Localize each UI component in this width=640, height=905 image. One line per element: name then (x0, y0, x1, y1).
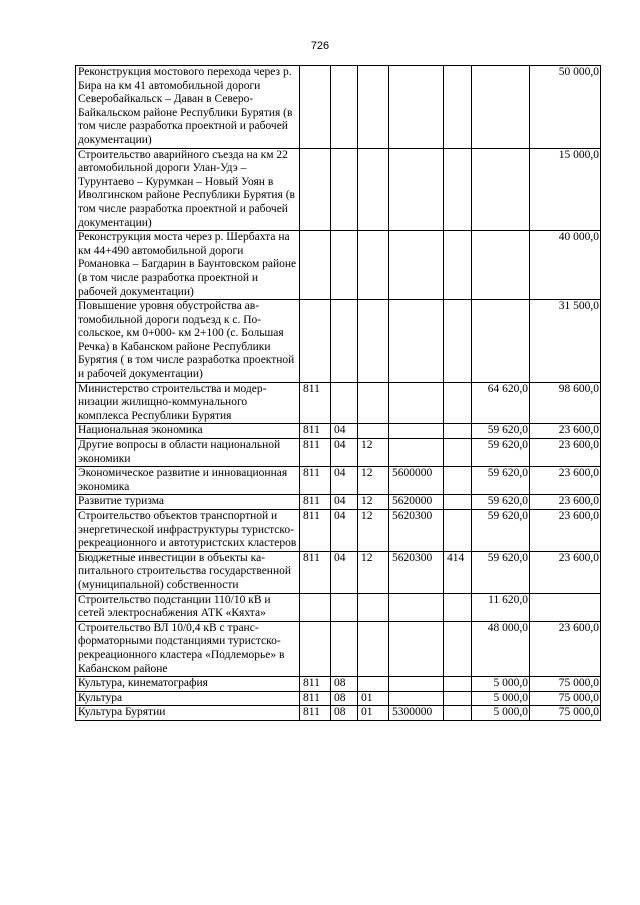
table-row (76, 510, 601, 552)
row-pr (358, 300, 389, 383)
budget-table (75, 65, 601, 721)
table-row (76, 148, 601, 231)
row-sum-1: 59 620,0 (472, 510, 530, 552)
row-ved: 811 (300, 495, 331, 510)
row-pr (358, 593, 389, 621)
row-sum-1: 64 620,0 (472, 382, 530, 424)
table-row (76, 231, 601, 300)
table-row (76, 706, 601, 721)
row-ved (300, 148, 331, 231)
row-name: Реконструкция моста через р. Шербахта на км 44+490 автомобильной дороги Романовка – Багдарин в Баунтовском районе (в том числе разработка проектной и рабочей документации) (76, 231, 300, 300)
row-ved (300, 300, 331, 383)
row-name: Национальная экономика (76, 424, 300, 439)
row-sum-2: 23 600,0 (530, 551, 601, 593)
row-pr (358, 424, 389, 439)
row-rz: 04 (331, 424, 358, 439)
row-vr (444, 424, 472, 439)
row-ved: 811 (300, 467, 331, 495)
row-pr: 12 (358, 551, 389, 593)
row-cs (389, 300, 444, 383)
table-row (76, 300, 601, 383)
row-vr (444, 300, 472, 383)
row-sum-2: 23 600,0 (530, 510, 601, 552)
row-ved: 811 (300, 677, 331, 692)
row-name: Культура, кинематография (76, 677, 300, 692)
row-vr (444, 510, 472, 552)
row-pr: 12 (358, 510, 389, 552)
row-pr: 12 (358, 467, 389, 495)
row-rz: 08 (331, 677, 358, 692)
row-ved: 811 (300, 424, 331, 439)
row-ved (300, 66, 331, 149)
row-vr (444, 439, 472, 467)
budget-table-body (76, 66, 601, 721)
row-sum-1: 59 620,0 (472, 439, 530, 467)
row-sum-2: 40 000,0 (530, 231, 601, 300)
row-cs (389, 677, 444, 692)
row-vr (444, 148, 472, 231)
table-row (76, 691, 601, 706)
row-rz (331, 231, 358, 300)
row-vr (444, 467, 472, 495)
row-vr (444, 231, 472, 300)
row-pr: 01 (358, 691, 389, 706)
row-sum-2: 75 000,0 (530, 677, 601, 692)
row-pr (358, 621, 389, 676)
row-sum-2: 15 000,0 (530, 148, 601, 231)
table-row (76, 382, 601, 424)
row-rz (331, 148, 358, 231)
row-rz: 04 (331, 551, 358, 593)
row-sum-2: 23 600,0 (530, 495, 601, 510)
row-ved: 811 (300, 382, 331, 424)
row-cs: 5300000 (389, 706, 444, 721)
row-rz (331, 66, 358, 149)
table-row (76, 66, 601, 149)
row-vr (444, 495, 472, 510)
row-rz (331, 382, 358, 424)
row-sum-2 (530, 593, 601, 621)
row-ved: 811 (300, 510, 331, 552)
row-sum-2: 23 600,0 (530, 467, 601, 495)
row-rz: 08 (331, 691, 358, 706)
row-rz (331, 593, 358, 621)
row-cs (389, 691, 444, 706)
row-ved: 811 (300, 706, 331, 721)
table-row (76, 424, 601, 439)
row-sum-2: 50 000,0 (530, 66, 601, 149)
row-cs (389, 439, 444, 467)
row-name: Строительство подстанции 110/10 кВ и сетей электроснабжения АТК «Кяхта» (76, 593, 300, 621)
row-name: Экономическое развитие и инновационная экономика (76, 467, 300, 495)
row-rz: 04 (331, 467, 358, 495)
row-name: Строительство ВЛ 10/0,4 кВ с трансформаторными подстанциями туристско-рекреационного кластера «Подлеморье» в Кабанском районе (76, 621, 300, 676)
row-name: Министерство строительства и модернизации жилищно-коммунального комплекса Республики Бурятия (76, 382, 300, 424)
row-rz: 08 (331, 706, 358, 721)
row-vr (444, 382, 472, 424)
row-name: Культура (76, 691, 300, 706)
row-cs (389, 148, 444, 231)
row-pr (358, 677, 389, 692)
row-sum-1 (472, 148, 530, 231)
table-row (76, 677, 601, 692)
row-name: Повышение уровня обустройства автомобильной дороги подъезд к с. Посольское, км 0+000- км 2+100 (с. Большая Речка) в Кабанском районе Республики Бурятия ( в том числе разработка проектной и рабочей документации) (76, 300, 300, 383)
row-name: Бюджетные инвестиции в объекты капитального строительства государственной (муниципальной) собственности (76, 551, 300, 593)
row-pr: 12 (358, 495, 389, 510)
page-number: 726 (310, 40, 330, 52)
table-row (76, 621, 601, 676)
table-row (76, 593, 601, 621)
row-cs (389, 593, 444, 621)
row-name: Развитие туризма (76, 495, 300, 510)
row-cs (389, 382, 444, 424)
row-sum-1: 5 000,0 (472, 706, 530, 721)
row-cs (389, 424, 444, 439)
row-sum-1: 48 000,0 (472, 621, 530, 676)
row-sum-2: 23 600,0 (530, 439, 601, 467)
row-cs: 5620000 (389, 495, 444, 510)
row-name: Реконструкция мостового перехода через р. Бира на км 41 автомобильной дороги Северобайкальск – Даван в Северо-Байкальском районе Республики Бурятия (в том числе разработка проектной и рабочей документации) (76, 66, 300, 149)
row-sum-1: 5 000,0 (472, 691, 530, 706)
row-vr: 414 (444, 551, 472, 593)
row-pr: 01 (358, 706, 389, 721)
row-pr: 12 (358, 439, 389, 467)
row-pr (358, 231, 389, 300)
row-sum-2: 75 000,0 (530, 691, 601, 706)
row-ved (300, 593, 331, 621)
row-ved: 811 (300, 439, 331, 467)
row-sum-2: 23 600,0 (530, 424, 601, 439)
row-sum-1: 59 620,0 (472, 495, 530, 510)
row-name: Другие вопросы в области национальной экономики (76, 439, 300, 467)
row-sum-1 (472, 231, 530, 300)
row-ved (300, 621, 331, 676)
row-sum-1 (472, 66, 530, 149)
row-rz: 04 (331, 495, 358, 510)
row-ved: 811 (300, 551, 331, 593)
row-sum-1: 59 620,0 (472, 424, 530, 439)
row-rz (331, 300, 358, 383)
row-sum-2: 75 000,0 (530, 706, 601, 721)
row-vr (444, 621, 472, 676)
row-vr (444, 593, 472, 621)
row-vr (444, 66, 472, 149)
row-cs (389, 621, 444, 676)
row-sum-2: 23 600,0 (530, 621, 601, 676)
row-name: Культура Бурятии (76, 706, 300, 721)
row-sum-1 (472, 300, 530, 383)
row-vr (444, 677, 472, 692)
row-pr (358, 66, 389, 149)
row-ved (300, 231, 331, 300)
table-row (76, 551, 601, 593)
row-cs: 5620300 (389, 510, 444, 552)
row-ved: 811 (300, 691, 331, 706)
row-rz: 04 (331, 439, 358, 467)
row-name: Строительство объектов транспортной и энергетической инфраструктуры туристско-рекреационного и автотуристских кластеров (76, 510, 300, 552)
row-vr (444, 706, 472, 721)
table-row (76, 495, 601, 510)
row-pr (358, 148, 389, 231)
row-cs: 5600000 (389, 467, 444, 495)
row-sum-1: 59 620,0 (472, 551, 530, 593)
row-rz (331, 621, 358, 676)
row-sum-1: 5 000,0 (472, 677, 530, 692)
row-sum-1: 11 620,0 (472, 593, 530, 621)
table-row (76, 467, 601, 495)
row-cs: 5620300 (389, 551, 444, 593)
row-sum-2: 31 500,0 (530, 300, 601, 383)
table-row (76, 439, 601, 467)
row-vr (444, 691, 472, 706)
row-name: Строительство аварийного съезда на км 22 автомобильной дороги Улан-Удэ – Турунтаево – Курумкан – Новый Уоян в Иволгинском районе Республики Бурятия (в том числе разработка проектной и рабочей документации) (76, 148, 300, 231)
row-sum-2: 98 600,0 (530, 382, 601, 424)
row-rz: 04 (331, 510, 358, 552)
row-cs (389, 231, 444, 300)
row-pr (358, 382, 389, 424)
row-cs (389, 66, 444, 149)
row-sum-1: 59 620,0 (472, 467, 530, 495)
